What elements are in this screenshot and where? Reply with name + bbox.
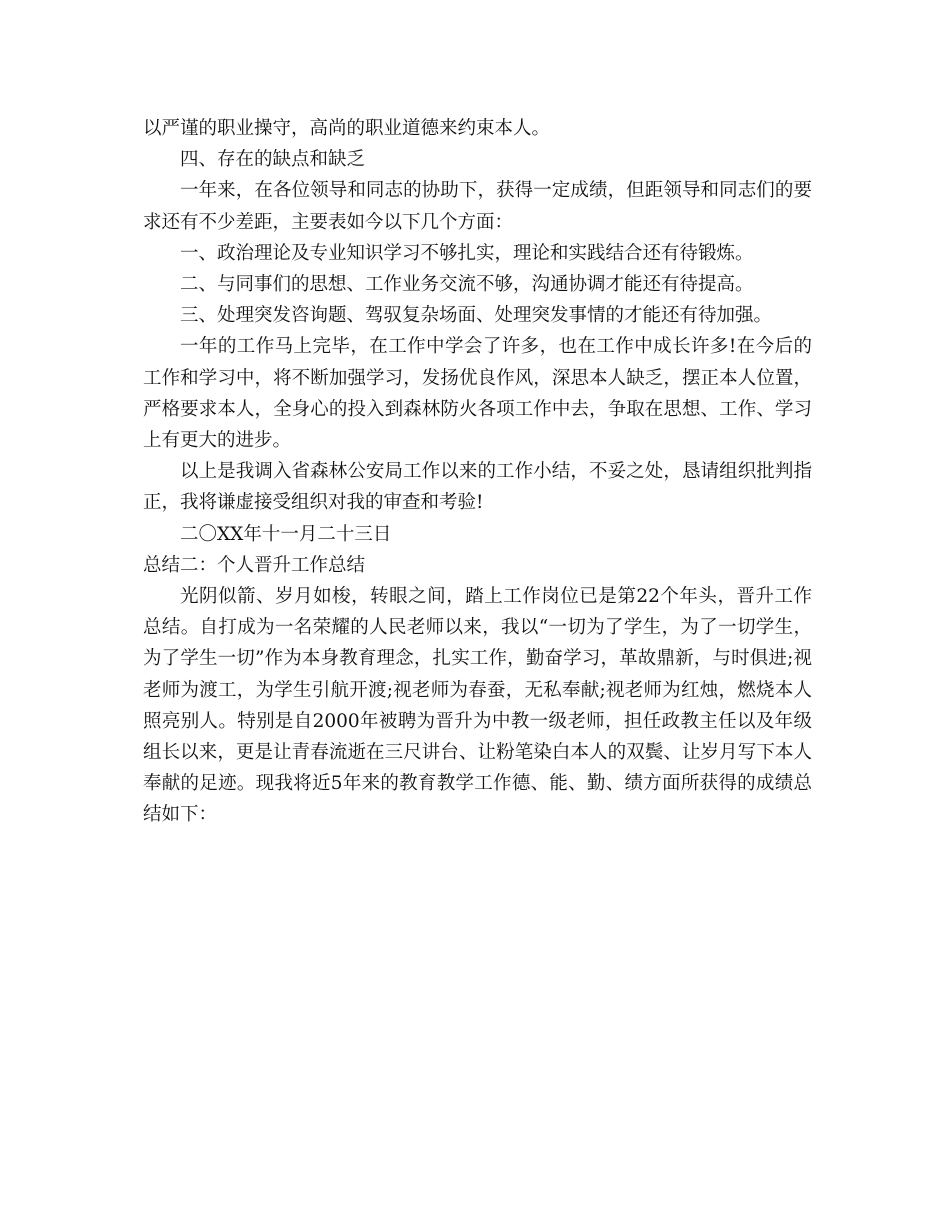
document-body bbox=[143, 113, 812, 831]
paragraph-promotion-summary: 光阴似箭、岁月如梭，转眼之间，踏上工作岗位已是第22个年头，晋升工作总结。自打成为一名荣耀的人民老师以来，我以“一切为了学生，为了一切学生，为了学生一切”作为本身教育理念，扎实工作，勤奋学习，革故鼎新，与时俱进;视老师为渡工，为学生引航开渡;视老师为春蚕，无私奉献;视老师为红烛，燃烧本人照亮别人。特别是自2000年被聘为晋升为中教一级老师，担任政教主任以及年级组长以来，更是让青春流逝在三尺讲台、让粉笔染白本人的双鬓、让岁月写下本人奉献的足迹。现我将近5年来的教育教学工作德、能、勤、绩方面所获得的成绩总结如下： bbox=[143, 586, 812, 826]
section-title-summary-two: 总结二：个人晋升工作总结 bbox=[143, 554, 366, 576]
list-item-shortcoming-2: 二、与同事们的思想、工作业务交流不够，沟通协调才能还有待提高。 bbox=[180, 274, 754, 296]
paragraph-shortcomings-intro: 一年来，在各位领导和同志的协助下，获得一定成绩，但距领导和同志们的要求还有不少差距，主要表如今以下几个方面： bbox=[143, 180, 812, 233]
paragraph-future-plan: 一年的工作马上完毕，在工作中学会了许多，也在工作中成长许多!在今后的工作和学习中，将不断加强学习，发扬优良作风，深思本人缺乏，摆正本人位置，严格要求本人，全身心的投入到森林防火各项工作中去，争取在思想、工作、学习上有更大的进步。 bbox=[143, 336, 812, 452]
document-date: 二〇XX年十一月二十三日 bbox=[180, 523, 392, 545]
list-item-shortcoming-3: 三、处理突发咨询题、驾驭复杂场面、处理突发事情的才能还有待加强。 bbox=[180, 305, 773, 327]
section-heading-shortcomings: 四、存在的缺点和缺乏 bbox=[180, 149, 366, 171]
list-item-shortcoming-1: 一、政治理论及专业知识学习不够扎实，理论和实践结合还有待锻炼。 bbox=[180, 242, 754, 264]
paragraph-conduct: 以严谨的职业操守，高尚的职业道德来约束本人。 bbox=[143, 118, 551, 139]
paragraph-closing: 以上是我调入省森林公安局工作以来的工作小结，不妥之处，恳请组织批判指正，我将谦虚接受组织对我的审查和考验! bbox=[143, 461, 812, 514]
